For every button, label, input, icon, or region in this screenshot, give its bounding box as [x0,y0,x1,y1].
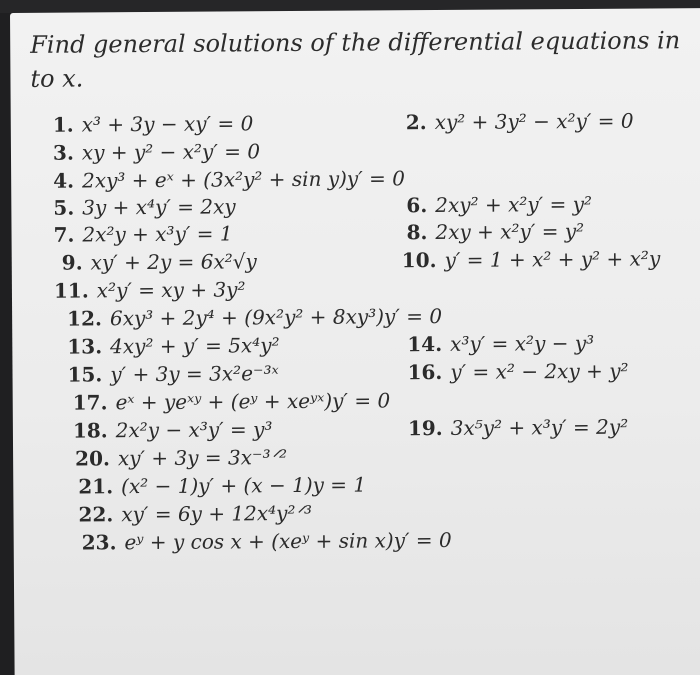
problem-number: 23. [81,530,117,555]
problem-number: 7. [53,222,75,247]
problem-equation: 4xy² + y′ = 5x⁴y² [110,333,280,359]
problem-19 [408,415,628,441]
problem-equation: x³y′ = x²y − y³ [450,330,595,356]
problem-equation: eˣ + yeˣʸ + (eʸ + xeʸˣ)y′ = 0 [115,388,391,415]
problem-equation: 6xy³ + 2y⁴ + (9x²y² + 8xy³)y′ = 0 [109,303,443,331]
problem-18 [73,417,273,442]
problem-number: 5. [53,195,75,220]
problem-number: 6. [406,193,428,218]
problem-16 [407,359,628,385]
problem-equation: xy + y² − x²y′ = 0 [81,139,261,165]
problem-number: 19. [407,415,443,441]
problem-5 [53,194,235,219]
problem-20 [75,445,287,470]
problem-number: 2. [405,110,427,135]
problem-number: 15. [67,362,103,387]
problem-number: 1. [52,112,74,137]
problem-number: 18. [72,418,108,443]
problem-equation: y′ = x² − 2xy + y² [450,358,629,384]
problem-number: 12. [67,306,103,331]
problem-equation: 3x⁵y² + x³y′ = 2y² [450,414,629,440]
problem-number: 14. [407,331,443,357]
problem-22 [78,501,312,527]
problem-equation: 3y + x⁴y′ = 2xy [82,194,236,220]
problem-equation: xy′ + 3y = 3x⁻³ᐟ² [117,445,288,471]
problem-14 [407,331,594,356]
instructions-line-1: Find general solutions of the differential equations in [30,26,681,59]
problem-number: 21. [78,474,114,499]
problem-number: 16. [407,359,443,385]
problem-17 [73,388,391,414]
problem-4 [53,166,405,192]
problem-8 [406,219,584,244]
problem-equation: 2xy³ + eˣ + (3x²y² + sin y)y′ = 0 [81,166,405,193]
problem-equation: xy′ = 6y + 12x⁴y²ᐟ³ [121,500,313,527]
problem-equation: x²y′ = xy + 3y² [96,277,246,303]
instructions-line-2: to x. [30,64,84,93]
problem-11 [54,277,246,302]
problem-9 [62,249,257,274]
problem-number: 9. [61,250,83,275]
problem-equation: x³ + 3y − xy′ = 0 [81,111,254,137]
problem-equation: eʸ + y cos x + (xeʸ + sin x)y′ = 0 [124,527,452,555]
problem-6 [406,192,592,217]
problem-number: 3. [52,140,74,165]
problem-number: 8. [406,220,428,245]
problem-equation: 2xy² + x²y′ = y² [435,191,593,218]
problem-equation: (x² − 1)y′ + (x − 1)y = 1 [121,472,367,499]
problem-number: 11. [53,278,89,303]
problem-equation: 2x²y + x³y′ = 1 [82,221,233,247]
problem-equation: xy² + 3y² − x²y′ = 0 [434,108,634,135]
problem-1 [53,111,254,136]
problem-21 [78,473,366,499]
problem-number: 20. [75,446,110,471]
problem-15 [67,361,278,386]
problem-equation: y′ + 3y = 3x²e⁻³ˣ [110,361,279,387]
problem-10 [402,246,661,272]
problem-number: 13. [67,334,103,359]
problem-2 [406,109,634,135]
problem-7 [53,221,232,246]
problem-equation: y′ = 1 + x² + y² + x²y [444,246,661,272]
problem-12 [67,304,442,331]
problem-number: 10. [401,248,437,273]
problem-number: 4. [53,168,75,193]
problem-number: 17. [72,390,108,415]
textbook-page [10,8,700,675]
problem-23 [82,528,452,555]
problem-equation: 2xy + x²y′ = y² [435,218,585,245]
problem-13 [67,333,279,358]
problem-number: 22. [78,502,114,527]
problem-3 [53,139,260,164]
problem-equation: xy′ + 2y = 6x²√y [90,249,257,275]
problem-equation: 2x²y − x³y′ = y³ [115,417,273,443]
